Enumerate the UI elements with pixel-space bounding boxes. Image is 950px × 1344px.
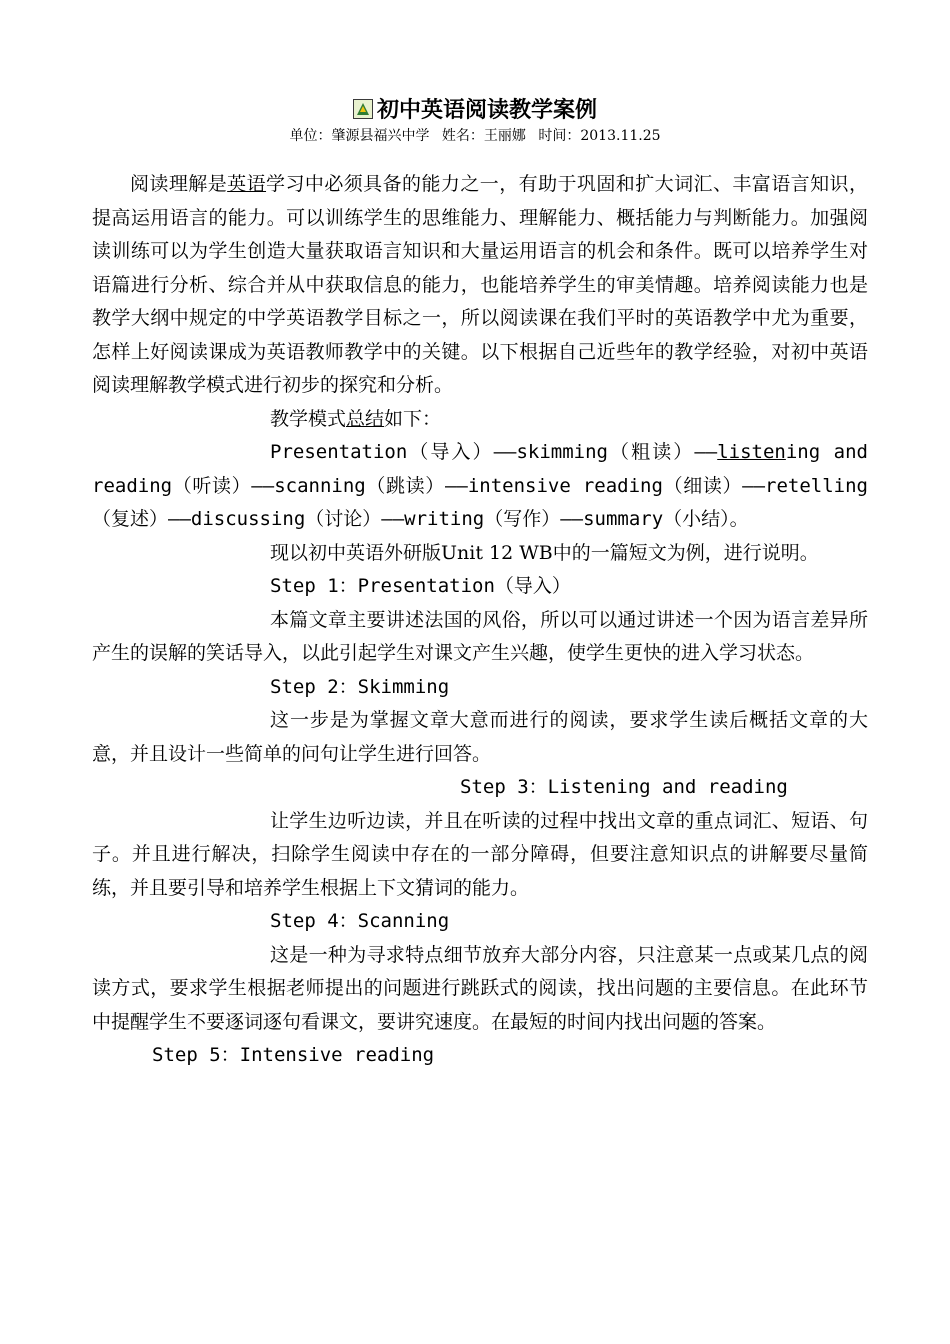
step-1-text: 本篇文章主要讲述法国的风俗，所以可以通过讲述一个因为语言差异所产生的误解的笑话导入，以此引起学生对课文产生兴趣，使学生更快的进入学习状态。 (92, 608, 868, 664)
step-4-text: 这是一种为寻求特点细节放弃大部分内容，只注意某一点或某几点的阅读方式，要求学生根据老师提出的问题进行跳跃式的阅读，找出问题的主要信息。在此环节中提醒学生不要逐词逐句看课文，要讲究速度。在最短的时间内找出问题的答案。 (92, 943, 868, 1033)
flow-link-listen[interactable]: listen (717, 441, 786, 463)
flow-text-a: Presentation（导入）——skimming（粗读）—— (270, 441, 718, 463)
intro-link-english[interactable]: 英语 (227, 173, 267, 195)
model-paragraph (92, 403, 868, 437)
model-link-summary[interactable]: 总结 (346, 407, 385, 430)
meta-name: 姓名：王丽娜 (441, 128, 526, 144)
intro-text-a: 阅读理解是 (130, 173, 228, 195)
meta-time: 时间：2013.11.25 (538, 128, 661, 144)
document-title-row (0, 96, 950, 126)
document-meta (0, 126, 950, 146)
flow-text-b: ing and reading（听读）——scanning（跳读）——intensive reading（细读）——retelling（复述）——discussing（讨论）——writing（写作）——summary（小结）。 (92, 441, 868, 530)
document-icon (353, 99, 373, 119)
step-1-heading: Step 1：Presentation（导入） (270, 575, 571, 597)
step-2-text: 这一步是为掌握文章大意而进行的阅读，要求学生读后概括文章的大意，并且设计一些简单的问句让学生进行回答。 (92, 709, 868, 765)
intro-text-b: 学习中必须具备的能力之一，有助于巩固和扩大词汇、丰富语言知识，提高运用语言的能力。可以训练学生的思维能力、理解能力、概括能力与判断能力。加强阅读训练可以为学生创造大量获取语言知识和大量运用语言的机会和条件。既可以培养学生对语篇进行分析、综合并从中获取信息的能力，也能培养学生的审美情趣。培养阅读能力也是教学大纲中规定的中学英语教学目标之一，所以阅读课在我们平时的英语教学中尤为重要，怎样上好阅读课成为英语教师教学中的关键。以下根据自己近些年的教学经验，对初中英语阅读理解教学模式进行初步的探究和分析。 (92, 173, 868, 396)
meta-unit: 单位：肇源县福兴中学 (289, 128, 430, 144)
step-2-heading: Step 2：Skimming (270, 675, 450, 698)
document-body (92, 168, 868, 1073)
step-3-heading: Step 3：Listening and reading (460, 776, 788, 798)
step-5-heading: Step 5：Intensive reading (152, 1044, 435, 1066)
model-text-a: 教学模式 (270, 407, 347, 430)
document-title: 初中英语阅读教学案例 (376, 98, 597, 123)
example-paragraph: 现以初中英语外研版Unit 12 WB中的一篇短文为例，进行说明。 (270, 541, 819, 564)
intro-paragraph (92, 168, 868, 403)
step-3-text: 让学生边听边读，并且在听读的过程中找出文章的重点词汇、短语、句子。并且进行解决，扫除学生阅读中存在的一部分障碍，但要注意知识点的讲解要尽量简练，并且要引导和培养学生根据上下文猜词的能力。 (92, 809, 868, 899)
step-4-heading: Step 4：Scanning (270, 910, 450, 932)
flow-paragraph (92, 436, 868, 537)
model-text-b: 如下： (384, 407, 442, 430)
